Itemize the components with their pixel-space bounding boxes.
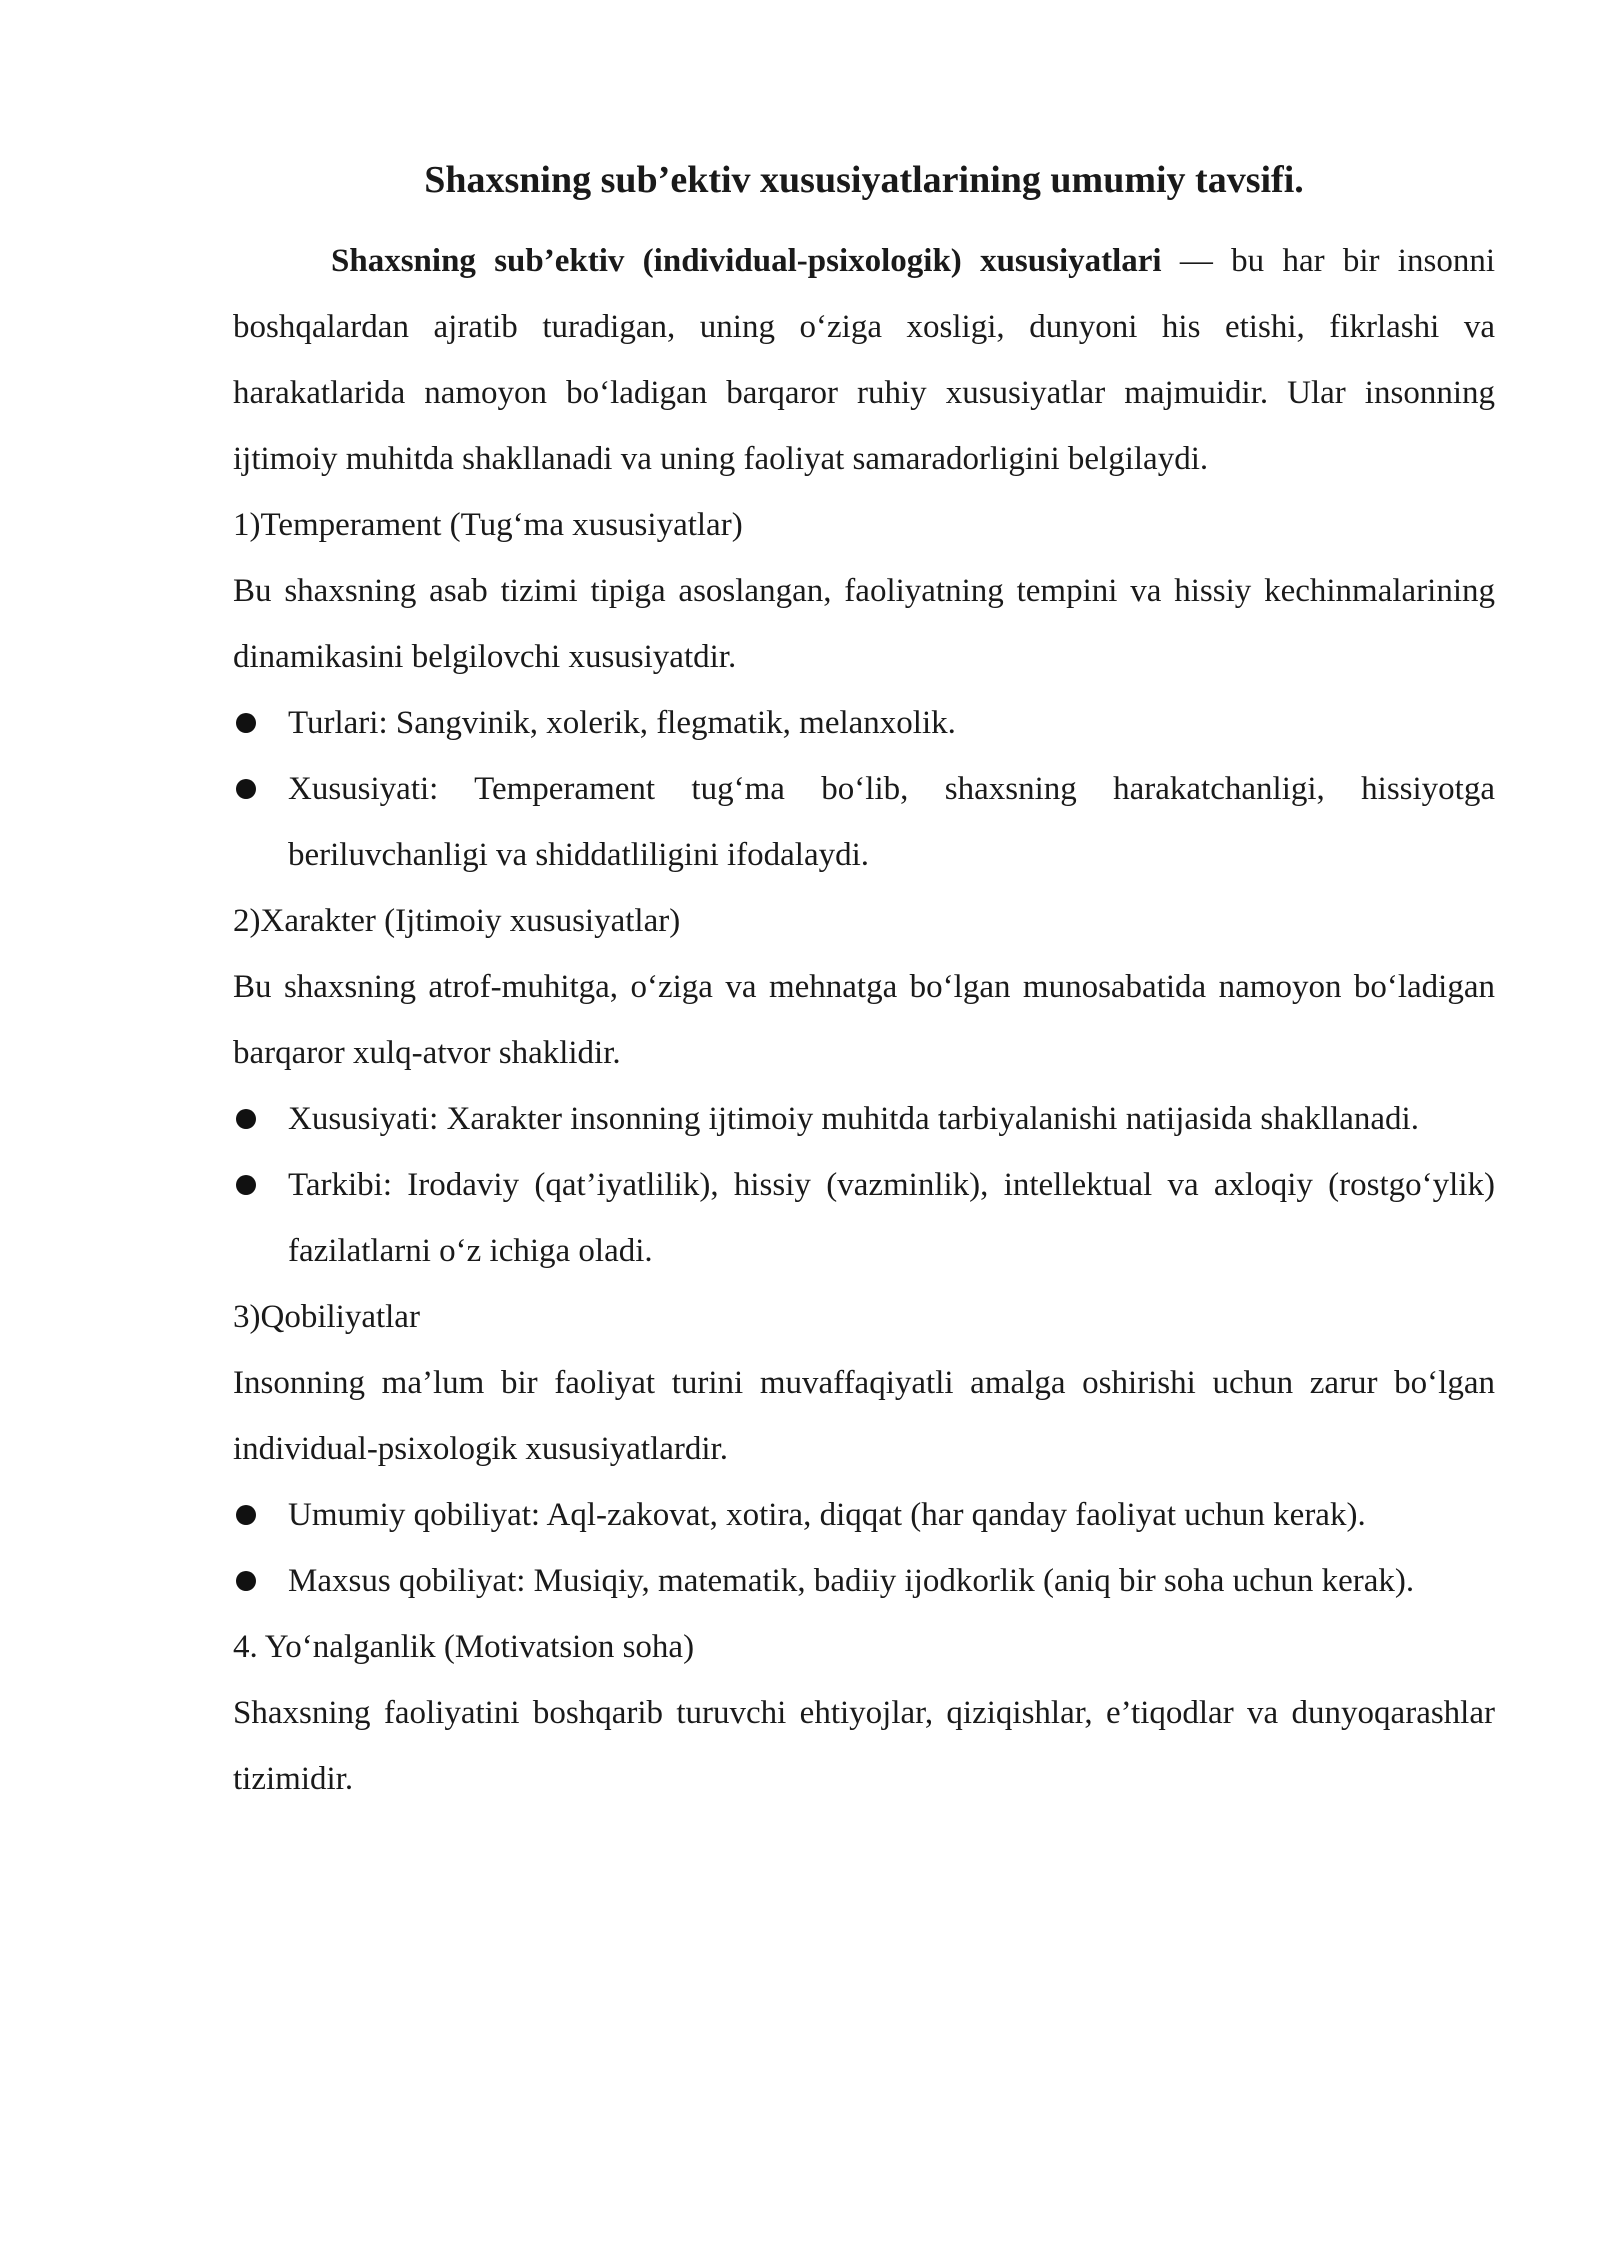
section-body: Bu shaxsning atrof-muhitga, o‘ziga va mehnatga bo‘lgan munosabatida namoyon bo‘ladigan barqaror xulq-atvor shaklidir. [233,969,1495,1071]
list-item-text: Xususiyati: Xarakter insonning ijtimoiy muhitda tarbiyalanishi natijasida shakllanadi. [288,1101,1419,1137]
list-item [233,1086,1495,1152]
list-item [233,1152,1495,1284]
bullet-icon [236,713,256,733]
list-item-text: Turlari: Sangvinik, xolerik, flegmatik, melanxolik. [288,705,956,741]
list-item-text: Umumiy qobiliyat: Aql-zakovat, xotira, diqqat (har qanday faoliyat uchun kerak). [288,1497,1366,1533]
section-yonalganlik [233,1614,1495,1812]
bullet-list [233,1086,1495,1284]
list-item-text: Xususiyati: Temperament tug‘ma bo‘lib, shaxsning harakatchanligi, hissiyotga beriluvchanligi va shiddatliligini ifodalaydi. [288,771,1495,873]
section-qobiliyatlar [233,1284,1495,1614]
bullet-icon [236,1109,256,1129]
list-item-text: Tarkibi: Irodaviy (qat’iyatlilik), hissiy (vazminlik), intellektual va axloqiy (rostgo‘ylik) fazilatlarni o‘z ichiga oladi. [288,1167,1495,1269]
section-heading: 3)Qobiliyatlar [233,1299,420,1335]
section-body: Bu shaxsning asab tizimi tipiga asoslangan, faoliyatning tempini va hissiy kechinmalarining dinamikasini belgilovchi xususiyatdir. [233,573,1495,675]
document-title: Shaxsning sub’ektiv xususiyatlarining umumiy tavsifi. [424,159,1304,201]
section-heading: 1)Temperament (Tug‘ma xususiyatlar) [233,507,743,543]
intro-paragraph [233,228,1495,492]
section-body: Shaxsning faoliyatini boshqarib turuvchi ehtiyojlar, qiziqishlar, e’tiqodlar va dunyoqarashlar tizimidir. [233,1695,1495,1797]
document-page [233,150,1495,1812]
bullet-list [233,690,1495,888]
section-body: Insonning ma’lum bir faoliyat turini muvaffaqiyatli amalga oshirishi uchun zarur bo‘lgan individual-psixologik xususiyatlardir. [233,1365,1495,1467]
intro-lead: Shaxsning sub’ektiv (individual-psixologik) xususiyatlari [331,243,1162,279]
list-item [233,1482,1495,1548]
section-temperament [233,492,1495,888]
bullet-list [233,1482,1495,1614]
bullet-icon [236,1505,256,1525]
intro-text: — bu har bir insonni boshqalardan ajratib turadigan, uning o‘ziga xosligi, dunyoni his etishi, fikrlashi va harakatlarida namoyon bo‘ladigan barqaror ruhiy xususiyatlar majmuidir. Ular insonning ijtimoiy muhitda shakllanadi va uning faoliyat samaradorligini belgilaydi. [233,243,1495,477]
bullet-icon [236,1571,256,1591]
section-xarakter [233,888,1495,1284]
section-heading: 2)Xarakter (Ijtimoiy xususiyatlar) [233,903,681,939]
section-heading: 4. Yo‘nalganlik (Motivatsion soha) [233,1629,695,1665]
bullet-icon [236,779,256,799]
list-item-text: Maxsus qobiliyat: Musiqiy, matematik, badiiy ijodkorlik (aniq bir soha uchun kerak). [288,1563,1415,1599]
bullet-icon [236,1175,256,1195]
list-item [233,1548,1495,1614]
list-item [233,756,1495,888]
list-item [233,690,1495,756]
